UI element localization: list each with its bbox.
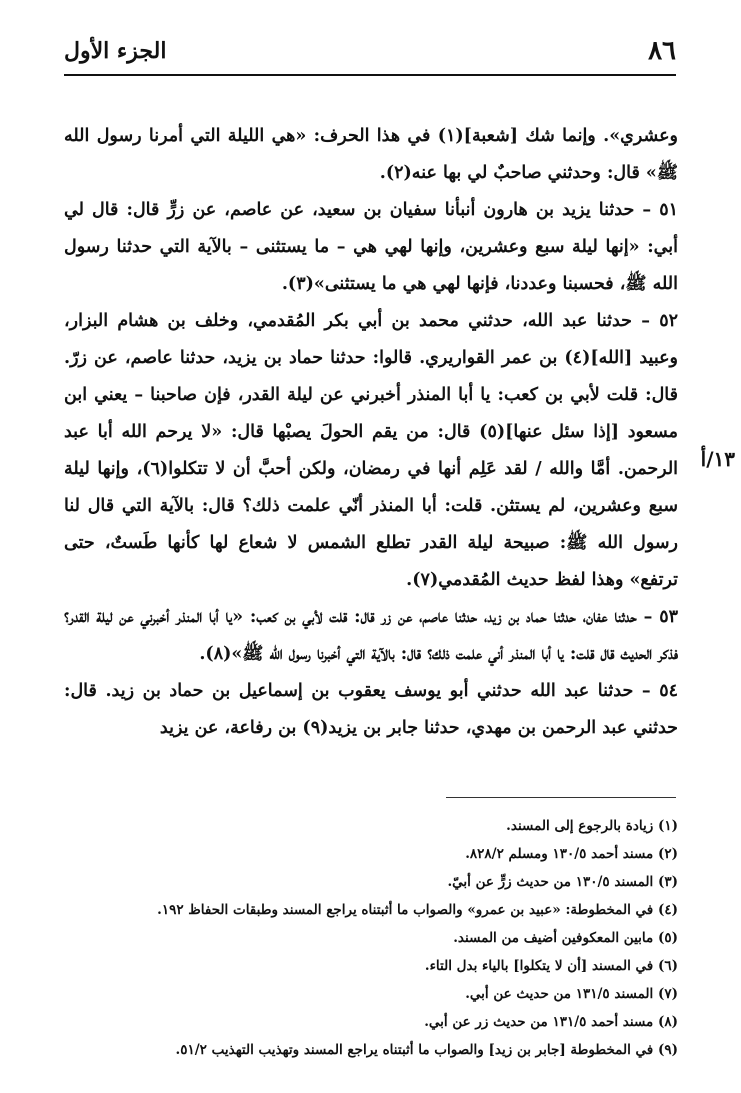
hadith-51: ٥١ – حدثنا يزيد بن هارون أنبأنا سفيان بن سعيد، عن عاصم، عن زرٍّ قال: قال لي أبي: «إنها ليلة سبع وعشرين، وإنها لهي هي – ما يستثنى – بالآية التي حدثنا رسول الله ﷺ، فحسبنا وعددنا، فإنها لهي هي ما يستثنى»(٣). <box>64 200 678 294</box>
footnote-separator <box>446 797 676 798</box>
footnote-2: (٢) مسند أحمد ١٣٠/٥ ومسلم ٨٢٨/٢. <box>465 846 678 862</box>
footnote-3: (٣) المسند ١٣٠/٥ من حديث زرٍّ عن أبيّ. <box>447 874 678 890</box>
page-header <box>64 34 676 74</box>
header-rule <box>64 74 676 76</box>
footnote-1: (١) زيادة بالرجوع إلى المسند. <box>506 818 678 834</box>
hadith-52: ٥٢ – حدثنا عبد الله، حدثني محمد بن أبي بكر المُقدمي، وخلف بن هشام البزار، وعبيد [الله](٤) بن عمر القواريري. قالوا: حدثنا حماد بن يزيد، حدثنا عاصم، عن زرّ. قال: قلت لأبي بن كعب: يا أبا المنذر أخبرني عن ليلة القدر، فإن صاحبنا – يعني ابن مسعود [إذا سئل عنها](٥) قال: من يقم الحولَ يصبْها قال: «لا يرحم الله أبا عبد الرحمن. أمَّا والله / لقد عَلِم أنها في رمضان، ولكن أحبَّ أن لا تتكلوا(٦)، وإنها ليلة سبع وعشرين، لم يستثن. قلت: أبا المنذر أنّي علمت ذلك؟ قال: بالآية التي قال لنا رسول الله ﷺ: صبيحة ليلة القدر تطلع الشمس لا شعاع لها كأنها طَستٌ، حتى ترتفع» وهذا لفظ حديث المُقدمي(٧). <box>64 311 679 590</box>
part-title: الجزء الأول <box>64 38 167 64</box>
footnote-8: (٨) مسند أحمد ١٣١/٥ من حديث زر عن أبي. <box>424 1014 678 1030</box>
paragraph: وعشري». وإنما شك [شعبة](١) في هذا الحرف: «هي الليلة التي أمرنا رسول الله ﷺ» قال: وحدثني صاحبٌ لي بها عنه(٢). <box>64 126 678 183</box>
hadith-54: ٥٤ – حدثنا عبد الله حدثني أبو يوسف يعقوب بن إسماعيل بن حماد بن زيد. قال: حدثني عبد الرحمن بن مهدي، حدثنا جابر بن يزيد(٩) بن رفاعة، عن يزيد <box>64 681 678 738</box>
margin-folio-note: ١٣/أ <box>700 447 735 471</box>
footnote-6: (٦) في المسند [أن لا يتكلوا] بالياء بدل التاء. <box>424 958 678 974</box>
footnote-9: (٩) في المخطوطة [جابر بن زيد] والصواب ما أثبتناه يراجع المسند وتهذيب التهذيب ٥١/٢. <box>175 1042 678 1058</box>
footnote-5: (٥) مابين المعكوفين أضيف من المسند. <box>453 930 678 946</box>
footnotes <box>64 812 678 1064</box>
hadith-53: ٥٣ – حدثنا عفان، حدثنا حماد بن زيد، حدثنا عاصم، عن زر قال: قلت لأبي بن كعب: «يا أبا المنذر أخبرني عن ليلة القدر؟ فذكر الحديث قال قلت: يا أبا المنذر أني علمت ذلك؟ قال: بالآية التي أخبرنا رسول الله ﷺ»(٨). <box>64 607 678 664</box>
footnote-7: (٧) المسند ١٣١/٥ من حديث عن أبي. <box>465 986 678 1002</box>
page-number: ٨٦ <box>648 36 676 66</box>
main-text <box>64 118 678 747</box>
footnote-4: (٤) في المخطوطة: «عبيد بن عمرو» والصواب ما أثبتناه يراجع المسند وطبقات الحفاظ ١٩٢. <box>157 902 678 918</box>
